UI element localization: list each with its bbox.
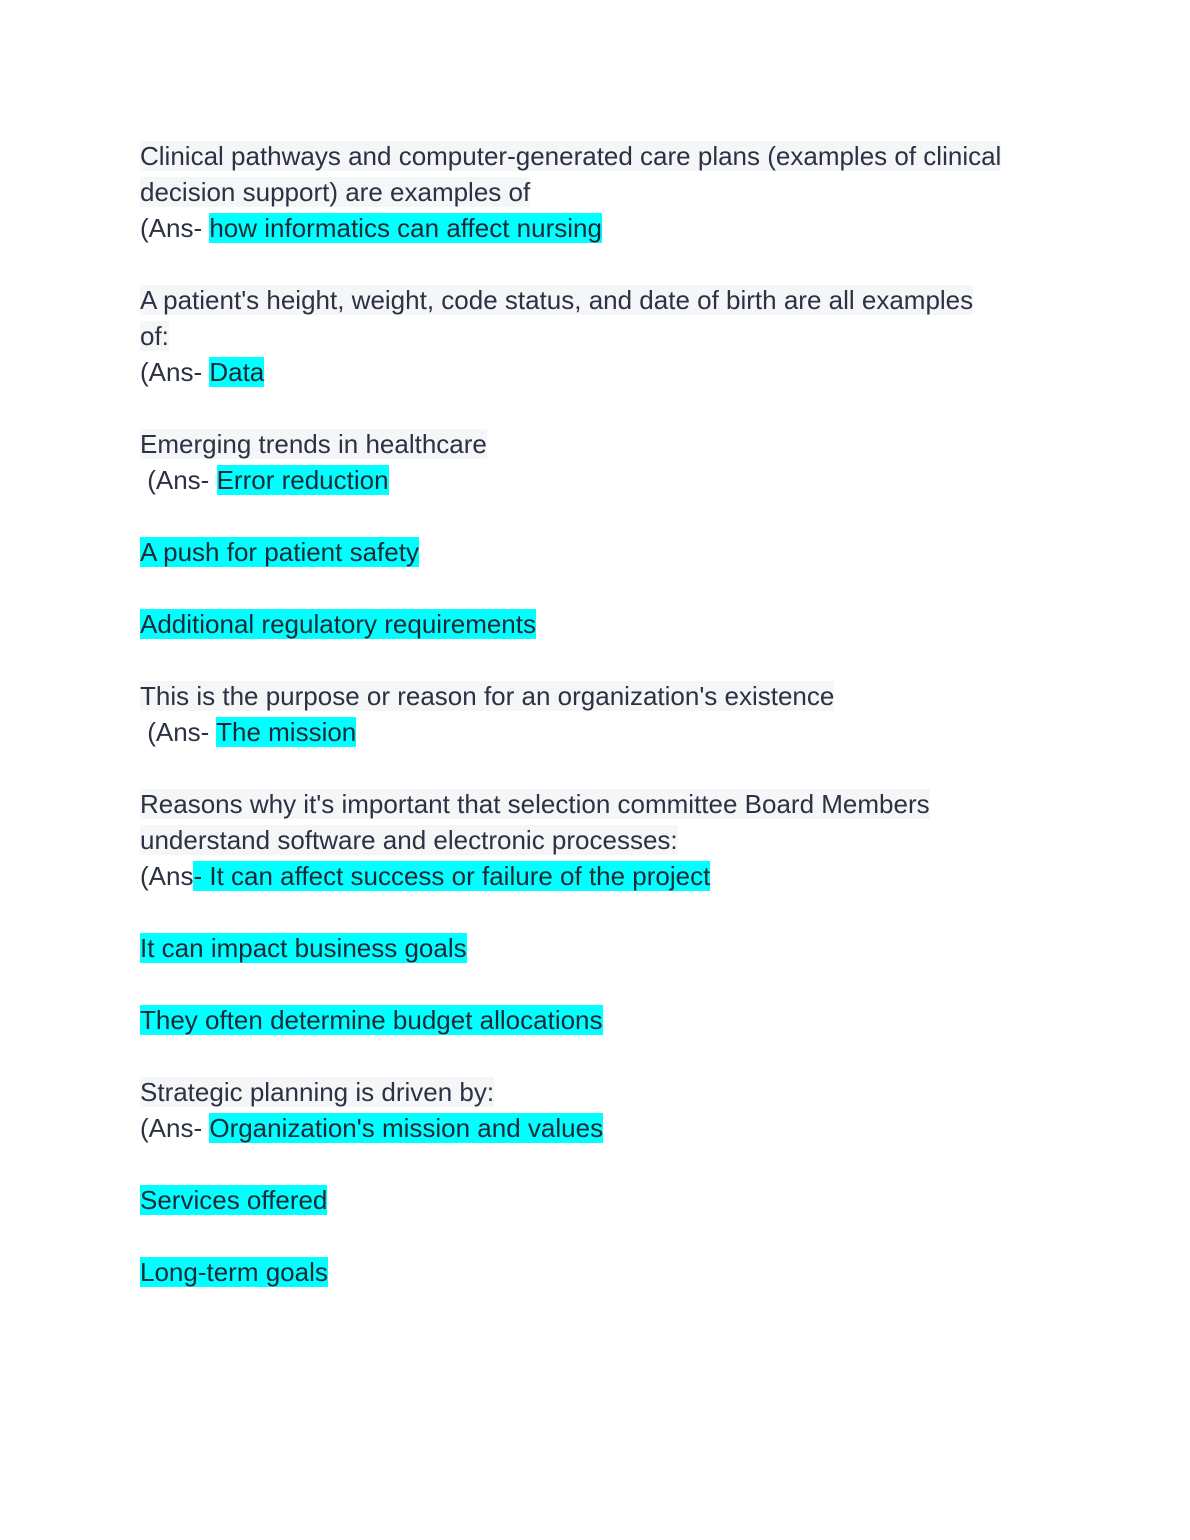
answer-prefix: (Ans- — [140, 1113, 210, 1143]
extra-answer-line — [140, 1254, 1060, 1290]
answer-prefix: (Ans- — [140, 465, 217, 495]
question-line: decision support) are examples of — [140, 177, 531, 207]
highlighted-answer: Services offered — [140, 1185, 328, 1215]
question-line: Reasons why it's important that selection committee Board Members — [140, 789, 930, 819]
qa-item — [140, 786, 1060, 1038]
highlighted-answer: how informatics can affect nursing — [209, 213, 602, 243]
question-line: This is the purpose or reason for an organization's existence — [140, 681, 835, 711]
answer-prefix: (Ans- — [140, 213, 210, 243]
highlighted-answer: Error reduction — [216, 465, 389, 495]
document-page — [140, 138, 1060, 1290]
highlighted-answer: It can impact business goals — [140, 933, 467, 963]
answer-line — [140, 462, 1060, 498]
qa-item — [140, 678, 1060, 750]
question-line: Clinical pathways and computer-generated care plans (examples of clinical — [140, 141, 1002, 171]
qa-item — [140, 1074, 1060, 1290]
highlighted-answer: The mission — [216, 717, 357, 747]
extra-answer-line — [140, 930, 1060, 966]
answer-line — [140, 1110, 1060, 1146]
answer-prefix: (Ans- — [140, 357, 210, 387]
answer-line — [140, 858, 1060, 894]
qa-item — [140, 426, 1060, 642]
extra-answer-line — [140, 534, 1060, 570]
answer-prefix: (Ans- — [140, 717, 217, 747]
highlighted-answer: Additional regulatory requirements — [140, 609, 536, 639]
answer-line — [140, 354, 1060, 390]
question-line: A patient's height, weight, code status, and date of birth are all examples — [140, 285, 974, 315]
answer-line — [140, 714, 1060, 750]
highlighted-answer: They often determine budget allocations — [140, 1005, 603, 1035]
question-line: Strategic planning is driven by: — [140, 1077, 495, 1107]
question-line: of: — [140, 321, 169, 351]
highlighted-answer: A push for patient safety — [140, 537, 419, 567]
answer-line — [140, 210, 1060, 246]
question-line: understand software and electronic processes: — [140, 825, 678, 855]
highlighted-answer: Organization's mission and values — [209, 1113, 604, 1143]
question-line: Emerging trends in healthcare — [140, 429, 487, 459]
extra-answer-line — [140, 1002, 1060, 1038]
highlighted-answer: - It can affect success or failure of the project — [193, 861, 711, 891]
highlighted-answer: Data — [209, 357, 265, 387]
extra-answer-line — [140, 1182, 1060, 1218]
qa-item — [140, 138, 1060, 246]
highlighted-answer: Long-term goals — [140, 1257, 328, 1287]
answer-prefix: (Ans — [140, 861, 194, 891]
qa-item — [140, 282, 1060, 390]
extra-answer-line — [140, 606, 1060, 642]
